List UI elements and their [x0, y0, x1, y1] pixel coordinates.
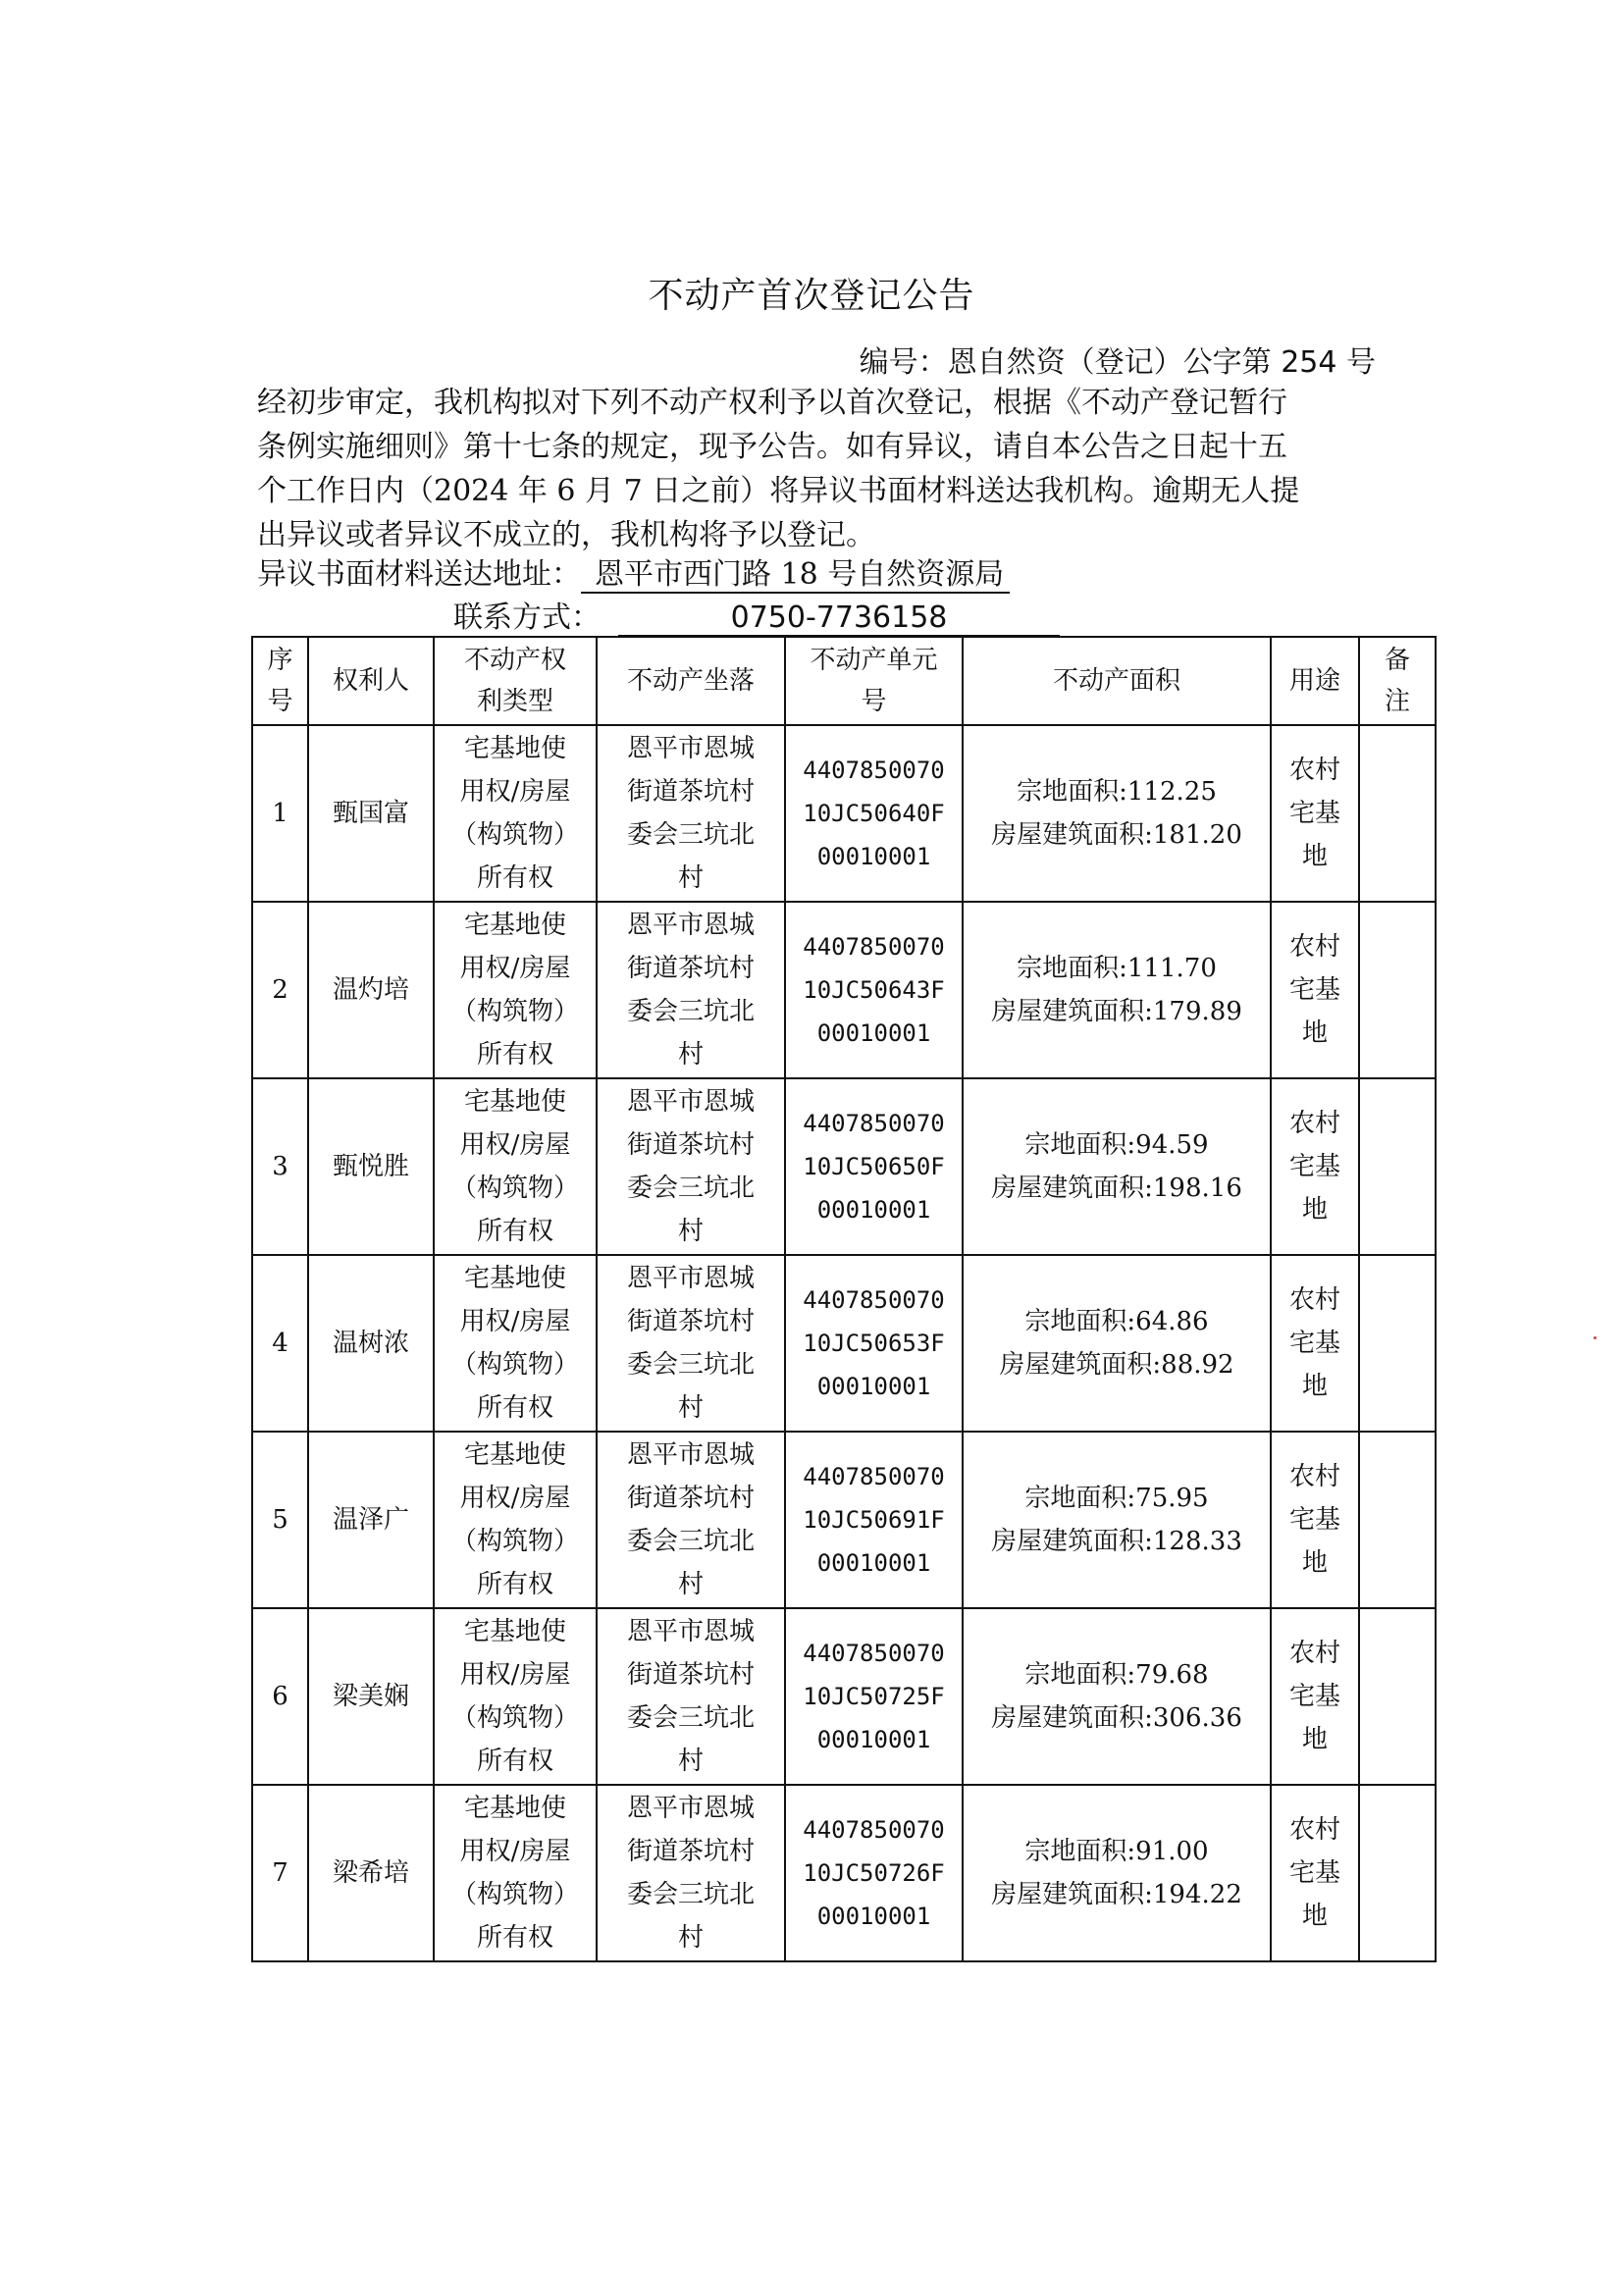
- col-header-location: 不动产坐落: [597, 637, 785, 725]
- contact-label: 联系方式：: [453, 600, 601, 635]
- cell-holder: 温泽广: [308, 1432, 434, 1608]
- cell-remark: [1359, 1255, 1436, 1432]
- cell-location: 恩平市恩城 街道茶坑村 委会三坑北 村: [597, 1785, 785, 1961]
- address-label: 异议书面材料送达地址：: [257, 557, 581, 592]
- cell-use: 农村 宅基 地: [1271, 1078, 1359, 1255]
- table-header-row: [252, 637, 1436, 725]
- contact-info: [453, 593, 1060, 637]
- cell-area: 宗地面积:94.59 房屋建筑面积:198.16: [963, 1078, 1271, 1255]
- table-row: [252, 1608, 1436, 1785]
- table-row: [252, 1078, 1436, 1255]
- cell-area: 宗地面积:112.25 房屋建筑面积:181.20: [963, 725, 1271, 902]
- col-header-unit: 不动产单元 号: [785, 637, 963, 725]
- cell-holder: 温树浓: [308, 1255, 434, 1432]
- cell-unit-number: 4407850070 10JC50653F 00010001: [785, 1255, 963, 1432]
- paragraph-line: 经初步审定，我机构拟对下列不动产权利予以首次登记，根据《不动产登记暂行: [257, 386, 1287, 420]
- cell-right-type: 宅基地使 用权/房屋 （构筑物） 所有权: [434, 725, 597, 902]
- cell-location: 恩平市恩城 街道茶坑村 委会三坑北 村: [597, 1078, 785, 1255]
- contact-value: 0750-7736158: [618, 601, 1060, 637]
- cell-location: 恩平市恩城 街道茶坑村 委会三坑北 村: [597, 902, 785, 1078]
- table-row: [252, 725, 1436, 902]
- cell-unit-number: 4407850070 10JC50725F 00010001: [785, 1608, 963, 1785]
- table-row: [252, 1785, 1436, 1961]
- col-header-no: 序 号: [252, 637, 308, 725]
- paragraph-line: 条例实施细则》第十七条的规定，现予公告。如有异议，请自本公告之日起十五: [257, 430, 1287, 464]
- cell-no: 3: [252, 1078, 308, 1255]
- cell-remark: [1359, 1785, 1436, 1961]
- cell-location: 恩平市恩城 街道茶坑村 委会三坑北 村: [597, 725, 785, 902]
- col-header-use: 用途: [1271, 637, 1359, 725]
- cell-area: 宗地面积:64.86 房屋建筑面积:88.92: [963, 1255, 1271, 1432]
- cell-unit-number: 4407850070 10JC50650F 00010001: [785, 1078, 963, 1255]
- cell-remark: [1359, 1078, 1436, 1255]
- notice-paragraph: [257, 381, 1395, 557]
- cell-remark: [1359, 725, 1436, 902]
- scan-speck: [1594, 1336, 1597, 1339]
- cell-location: 恩平市恩城 街道茶坑村 委会三坑北 村: [597, 1255, 785, 1432]
- cell-no: 1: [252, 725, 308, 902]
- cell-use: 农村 宅基 地: [1271, 902, 1359, 1078]
- cell-area: 宗地面积:111.70 房屋建筑面积:179.89: [963, 902, 1271, 1078]
- cell-use: 农村 宅基 地: [1271, 1608, 1359, 1785]
- col-header-holder: 权利人: [308, 637, 434, 725]
- col-header-remark: 备 注: [1359, 637, 1436, 725]
- cell-right-type: 宅基地使 用权/房屋 （构筑物） 所有权: [434, 1608, 597, 1785]
- cell-holder: 甄国富: [308, 725, 434, 902]
- cell-area: 宗地面积:79.68 房屋建筑面积:306.36: [963, 1608, 1271, 1785]
- cell-location: 恩平市恩城 街道茶坑村 委会三坑北 村: [597, 1432, 785, 1608]
- cell-remark: [1359, 1432, 1436, 1608]
- cell-right-type: 宅基地使 用权/房屋 （构筑物） 所有权: [434, 1255, 597, 1432]
- paragraph-line: 个工作日内（2024 年 6 月 7 日之前）将异议书面材料送达我机构。逾期无人提: [257, 474, 1300, 508]
- cell-unit-number: 4407850070 10JC50643F 00010001: [785, 902, 963, 1078]
- cell-use: 农村 宅基 地: [1271, 1255, 1359, 1432]
- registration-table: [251, 636, 1437, 1962]
- cell-no: 4: [252, 1255, 308, 1432]
- cell-no: 2: [252, 902, 308, 1078]
- cell-area: 宗地面积:91.00 房屋建筑面积:194.22: [963, 1785, 1271, 1961]
- cell-remark: [1359, 902, 1436, 1078]
- cell-holder: 甄悦胜: [308, 1078, 434, 1255]
- col-header-right-type: 不动产权 利类型: [434, 637, 597, 725]
- cell-area: 宗地面积:75.95 房屋建筑面积:128.33: [963, 1432, 1271, 1608]
- document-number: 编号：恩自然资（登记）公字第 254 号: [859, 345, 1376, 380]
- table-row: [252, 1255, 1436, 1432]
- table-row: [252, 902, 1436, 1078]
- cell-right-type: 宅基地使 用权/房屋 （构筑物） 所有权: [434, 1078, 597, 1255]
- cell-unit-number: 4407850070 10JC50640F 00010001: [785, 725, 963, 902]
- cell-holder: 温灼培: [308, 902, 434, 1078]
- cell-use: 农村 宅基 地: [1271, 1785, 1359, 1961]
- paragraph-line: 出异议或者异议不成立的，我机构将予以登记。: [257, 518, 875, 552]
- cell-no: 6: [252, 1608, 308, 1785]
- cell-no: 7: [252, 1785, 308, 1961]
- col-header-area: 不动产面积: [963, 637, 1271, 725]
- cell-unit-number: 4407850070 10JC50726F 00010001: [785, 1785, 963, 1961]
- cell-use: 农村 宅基 地: [1271, 1432, 1359, 1608]
- page-title: 不动产首次登记公告: [648, 276, 975, 316]
- cell-right-type: 宅基地使 用权/房屋 （构筑物） 所有权: [434, 1432, 597, 1608]
- cell-right-type: 宅基地使 用权/房屋 （构筑物） 所有权: [434, 1785, 597, 1961]
- cell-holder: 梁希培: [308, 1785, 434, 1961]
- table-row: [252, 1432, 1436, 1608]
- cell-no: 5: [252, 1432, 308, 1608]
- cell-use: 农村 宅基 地: [1271, 725, 1359, 902]
- cell-location: 恩平市恩城 街道茶坑村 委会三坑北 村: [597, 1608, 785, 1785]
- cell-holder: 梁美娴: [308, 1608, 434, 1785]
- objection-address: [257, 549, 1010, 594]
- cell-unit-number: 4407850070 10JC50691F 00010001: [785, 1432, 963, 1608]
- cell-remark: [1359, 1608, 1436, 1785]
- cell-right-type: 宅基地使 用权/房屋 （构筑物） 所有权: [434, 902, 597, 1078]
- address-value: 恩平市西门路 18 号自然资源局: [581, 558, 1010, 594]
